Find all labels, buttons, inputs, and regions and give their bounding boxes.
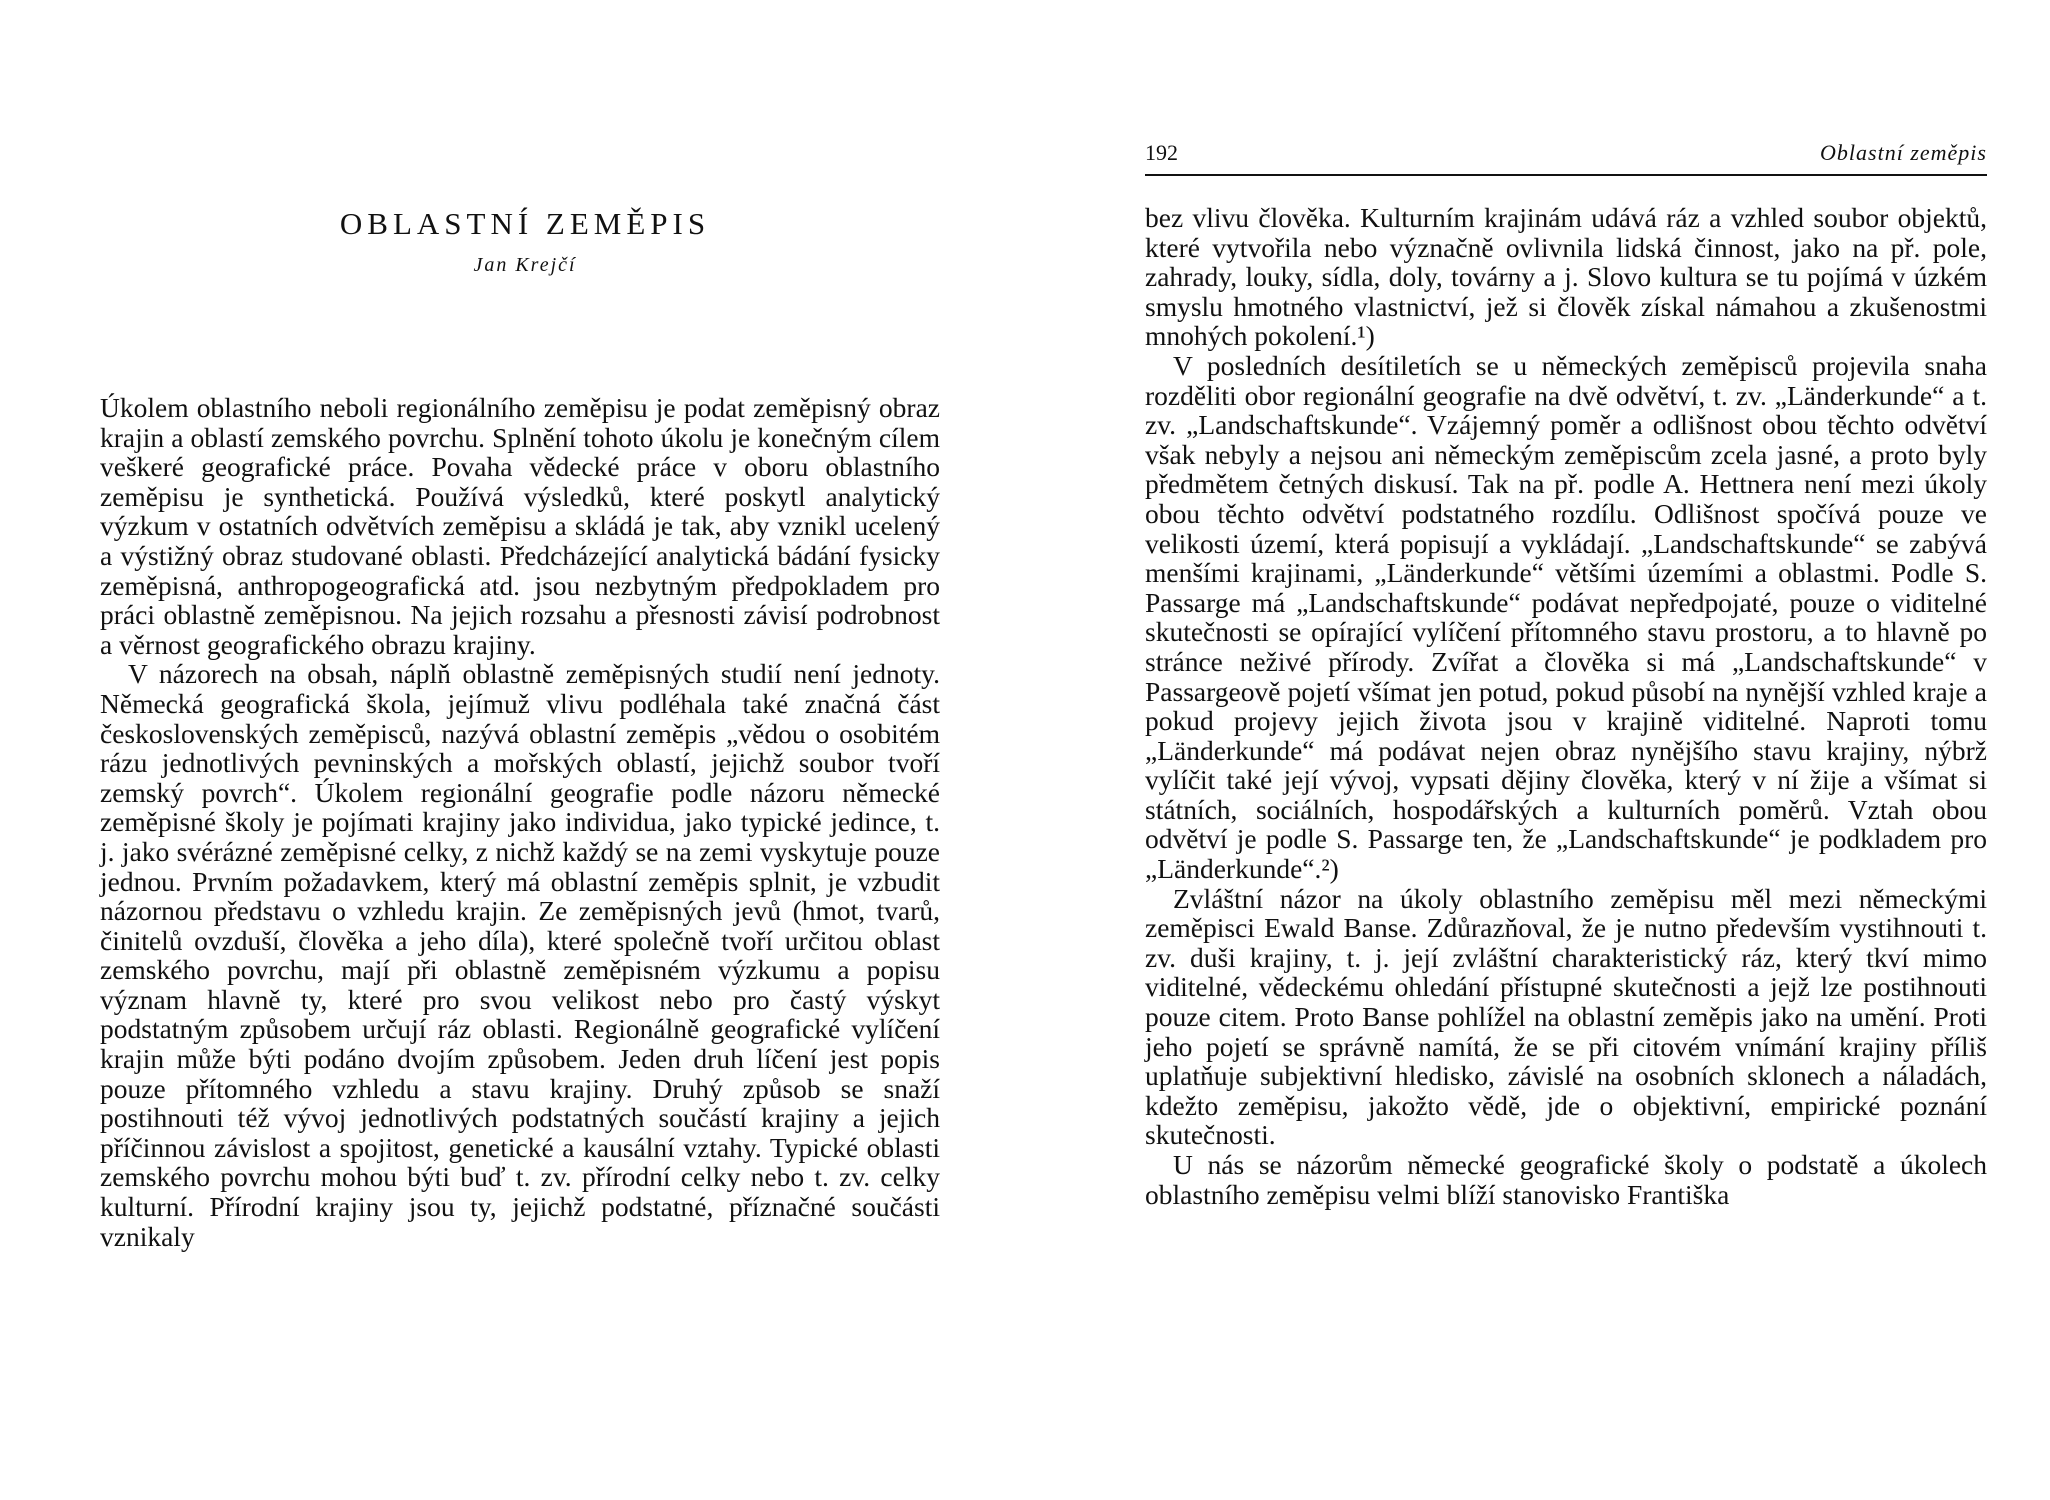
article-author: Jan Krejčí xyxy=(473,254,577,276)
paragraph: Úkolem oblastního neboli regionálního zeměpisu je podat zeměpisný obraz krajin a oblastí zemského povrchu. Splnění tohoto úkolu je konečným cílem veškeré geografické práce. Povaha vědecké práce v oboru oblastního zeměpisu je synthetická. Používá výsledků, které poskytl analytický výzkum v ostatních odvětvích zeměpisu a skládá je tak, aby vznikl ucelený a výstižný obraz studované oblasti. Předcházející analytická bádání fysicky zeměpisná, anthropogeografická atd. jsou nezbytným předpokladem pro práci oblastně zeměpisnou. Na jejich rozsahu a přesnosti závisí podrobnost a věrnost geografického obrazu krajiny. xyxy=(100,392,940,660)
page-number: 192 xyxy=(1145,140,1178,165)
right-text-column xyxy=(1145,203,1987,1209)
paragraph: V názorech na obsah, náplň oblastně zeměpisných studií není jednoty. Německá geografická škola, jejímuž vlivu podléhala také značná část československých zeměpisců, nazývá oblastní zeměpis „vědou o osobitém rázu jednotlivých pevninských a mořských oblastí, jejichž soubor tvoří zemský povrch“. Úkolem regionální geografie podle názoru německé zeměpisné školy je pojímati krajiny jako individua, jako typické jedince, t. j. jako svérázné zeměpisné celky, z nichž každý se na zemi vyskytuje pouze jednou. Prvním požadavkem, který má oblastní zeměpis splnit, je vzbudit názornou představu o vzhledu krajin. Ze zeměpisných jevů (hmot, tvarů, činitelů ovzduší, člověka a jeho díla), které společně tvoří určitou oblast zemského povrchu, mají při oblastně zeměpisném výzkumu a popisu význam hlavně ty, které pro svou velikost nebo pro častý výskyt podstatným způsobem určují ráz oblasti. Regionálně geografické vylíčení krajin může býti podáno dvojím způsobem. Jeden druh líčení jest popis pouze přítomného vzhledu a stavu krajiny. Druhý způsob se snaží postihnouti též vývoj jednotlivých podstatných součástí krajiny a jejich příčinnou závislost a spojitost, genetické a kausální vztahy. Typické oblasti zemského povrchu mohou býti buď t. zv. přírodní celky nebo t. zv. celky kulturní. Přírodní krajiny jsou ty, jejichž podstatné, příznačné součásti vznikaly xyxy=(100,658,940,1252)
article-title: OBLASTNÍ ZEMĚPIS xyxy=(339,206,711,241)
paragraph: V posledních desítiletích se u německých zeměpisců projevila snaha rozděliti obor regionální geografie na dvě odvětví, t. zv. „Länderkunde“ a t. zv. „Landschaftskunde“. Vzájemný poměr a odlišnost obou těchto odvětví však nebyly a nejsou ani německým zeměpiscům zcela jasné, a proto byly předmětem četných diskusí. Tak na př. podle A. Hettnera není mezi úkoly obou těchto odvětví podstatného rozdílu. Odlišnost spočívá pouze ve velikosti území, která popisují a vykládají. „Landschaftskunde“ se zabývá menšími krajinami, „Länderkunde“ většími územími a oblastmi. Podle S. Passarge má „Landschaftskunde“ podávat nepředpojaté, pouze o viditelné skutečnosti se opírající vylíčení přítomného stavu prostoru, a to hlavně po stránce neživé přírody. Zvířat a člověka si má „Landschaftskunde“ v Passargeově pojetí všímat jen potud, pokud působí na nynější vzhled kraje a pokud projevy jejich života jsou v krajině viditelné. Naproti tomu „Länderkunde“ má podávat nejen obraz nynějšího stavu krajiny, nýbrž vylíčit také její vývoj, vypsati dějiny člověka, který v ní žije a všímat si státních, sociálních, hospodářských a kulturních poměrů. Vztah obou odvětví je podle S. Passarge ten, že „Landschaftskunde“ je podkladem pro „Länderkunde“.²) xyxy=(1145,349,1987,885)
running-header xyxy=(1145,140,1987,176)
paragraph: bez vlivu člověka. Kulturním krajinám udává ráz a vzhled soubor objektů, které vytvořila nebo význačně ovlivnila lidská činnost, jako na př. pole, zahrady, louky, sídla, doly, továrny a j. Slovo kultura se tu pojímá v úzkém smyslu hmotného vlastnictví, jež si člověk získal námahou a zkušenostmi mnohých pokolení.¹) xyxy=(1145,202,1987,352)
running-title: Oblastní zeměpis xyxy=(1820,140,1987,165)
paragraph: U nás se názorům německé geografické školy o podstatě a úkolech oblastního zeměpisu velmi blíží stanovisko Františka xyxy=(1145,1149,1987,1210)
left-text-column xyxy=(100,393,940,1251)
right-page xyxy=(1025,0,2050,1500)
paragraph: Zvláštní názor na úkoly oblastního zeměpisu měl mezi německými zeměpisci Ewald Banse. Zdůrazňoval, že je nutno především vystihnouti t. zv. duši krajiny, t. j. její zvláštní charakteristický ráz, který tkví mimo viditelné, vědeckému ohledání přístupné skutečnosti a jejž lze postihnouti pouze citem. Proto Banse pohlížel na oblastní zeměpis jako na umění. Proti jeho pojetí se správně namítá, že se při citovém vnímání krajiny příliš uplatňuje subjektivní hledisko, závislé na osobních sklonech a náladách, kdežto zeměpisu, jakožto vědě, jde o objektivní, empirické poznání skutečnosti. xyxy=(1145,882,1987,1151)
